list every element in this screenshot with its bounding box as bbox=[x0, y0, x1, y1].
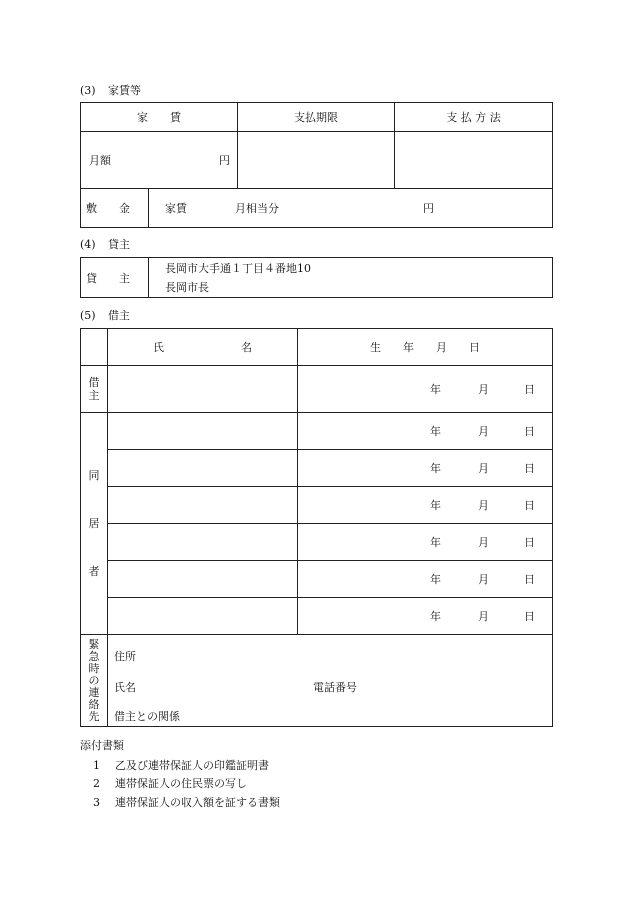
attachment-text: 連帯保証人の住民票の写し bbox=[115, 777, 247, 790]
cohabitant-name-cell[interactable] bbox=[108, 487, 298, 524]
attachments-title: 添付書類 bbox=[80, 739, 124, 752]
yen-unit: 円 bbox=[219, 154, 230, 167]
section-number: (4) bbox=[80, 238, 96, 251]
lessor-table bbox=[80, 257, 553, 298]
cohabitant-name-cell[interactable] bbox=[108, 413, 298, 450]
month-label: 月 bbox=[478, 536, 489, 549]
attachment-item bbox=[93, 757, 269, 773]
month-label: 月 bbox=[478, 610, 489, 623]
emergency-relation-label: 借主との関係 bbox=[114, 709, 180, 723]
day-label: 日 bbox=[524, 462, 535, 475]
deposit-rent-label: 家賃 bbox=[165, 202, 187, 215]
cohabitant-name-cell[interactable] bbox=[108, 598, 298, 635]
section-heading-rent bbox=[80, 82, 141, 98]
year-label: 年 bbox=[430, 383, 441, 396]
deposit-months-label: 月相当分 bbox=[235, 202, 279, 215]
lessee-name-cell[interactable] bbox=[108, 366, 298, 413]
cohabitant-label-cell bbox=[81, 413, 108, 635]
cohabitant-name-cell[interactable] bbox=[108, 450, 298, 487]
cohabitant-birth-cell[interactable] bbox=[298, 561, 553, 598]
cohabitant-birth-cell[interactable] bbox=[298, 487, 553, 524]
col-method: 支 払 方 法 bbox=[395, 103, 553, 132]
emergency-contact-cell[interactable] bbox=[108, 635, 553, 727]
lessor-name: 長岡市長 bbox=[165, 280, 209, 294]
attachment-item bbox=[93, 775, 247, 791]
section-title: 家賃等 bbox=[108, 84, 141, 97]
emergency-phone-label: 電話番号 bbox=[313, 680, 357, 694]
monthly-rent-cell[interactable] bbox=[81, 132, 238, 189]
attachment-number: 1 bbox=[93, 759, 100, 772]
section-heading-lessor bbox=[80, 236, 130, 252]
month-label: 月 bbox=[478, 383, 489, 396]
lessor-label-cell bbox=[81, 258, 149, 298]
day-label: 日 bbox=[524, 610, 535, 623]
monthly-label: 月額 bbox=[89, 154, 111, 167]
col-name: 氏 名 bbox=[108, 329, 298, 366]
month-label: 月 bbox=[478, 573, 489, 586]
day-label: 日 bbox=[524, 425, 535, 438]
section-title: 借主 bbox=[108, 309, 130, 322]
cohabitant-label: 同居者 bbox=[88, 468, 100, 578]
cohabitant-birth-cell[interactable] bbox=[298, 413, 553, 450]
section-number: (5) bbox=[80, 309, 96, 322]
rent-table bbox=[80, 102, 553, 228]
deposit-yen-unit: 円 bbox=[423, 202, 434, 215]
year-label: 年 bbox=[430, 462, 441, 475]
lessee-row-label bbox=[81, 366, 108, 413]
deposit-value-cell[interactable] bbox=[149, 189, 553, 228]
due-cell[interactable] bbox=[238, 132, 395, 189]
method-cell[interactable] bbox=[395, 132, 553, 189]
month-label: 月 bbox=[478, 499, 489, 512]
emergency-label: 緊急時の連絡先 bbox=[88, 637, 100, 723]
emergency-name-label: 氏名 bbox=[114, 680, 136, 694]
attachment-number: 3 bbox=[93, 796, 100, 809]
attachment-text: 連帯保証人の収入額を証する書類 bbox=[115, 796, 280, 809]
year-label: 年 bbox=[430, 573, 441, 586]
lessor-label: 貸 主 bbox=[86, 271, 130, 285]
attachment-number: 2 bbox=[93, 777, 100, 790]
day-label: 日 bbox=[524, 536, 535, 549]
emergency-label-cell bbox=[81, 635, 108, 727]
cohabitant-birth-cell[interactable] bbox=[298, 450, 553, 487]
day-label: 日 bbox=[524, 499, 535, 512]
lessee-birth-cell[interactable] bbox=[298, 366, 553, 413]
col-due: 支払期限 bbox=[238, 103, 395, 132]
cohabitant-birth-cell[interactable] bbox=[298, 598, 553, 635]
section-number: (3) bbox=[80, 84, 96, 97]
col-birth: 生 年 月 日 bbox=[298, 329, 553, 366]
section-title: 貸主 bbox=[108, 238, 130, 251]
month-label: 月 bbox=[478, 462, 489, 475]
attachment-text: 乙及び連帯保証人の印鑑証明書 bbox=[115, 759, 269, 772]
header-blank bbox=[81, 329, 108, 366]
cohabitant-name-cell[interactable] bbox=[108, 524, 298, 561]
year-label: 年 bbox=[430, 425, 441, 438]
lessor-address: 長岡市大手通１丁目４番地10 bbox=[165, 261, 311, 275]
day-label: 日 bbox=[524, 573, 535, 586]
deposit-label-cell bbox=[81, 189, 149, 228]
lessee-label: 借主 bbox=[88, 376, 100, 402]
lessor-value-cell bbox=[149, 258, 553, 298]
year-label: 年 bbox=[430, 499, 441, 512]
day-label: 日 bbox=[524, 383, 535, 396]
col-rent: 家 賃 bbox=[81, 103, 238, 132]
year-label: 年 bbox=[430, 536, 441, 549]
year-label: 年 bbox=[430, 610, 441, 623]
emergency-address-label: 住所 bbox=[114, 649, 136, 663]
cohabitant-birth-cell[interactable] bbox=[298, 524, 553, 561]
month-label: 月 bbox=[478, 425, 489, 438]
attachment-item bbox=[93, 794, 280, 810]
section-heading-lessee bbox=[80, 307, 130, 323]
deposit-label: 敷 金 bbox=[86, 202, 130, 215]
cohabitant-name-cell[interactable] bbox=[108, 561, 298, 598]
lessee-table bbox=[80, 328, 553, 727]
